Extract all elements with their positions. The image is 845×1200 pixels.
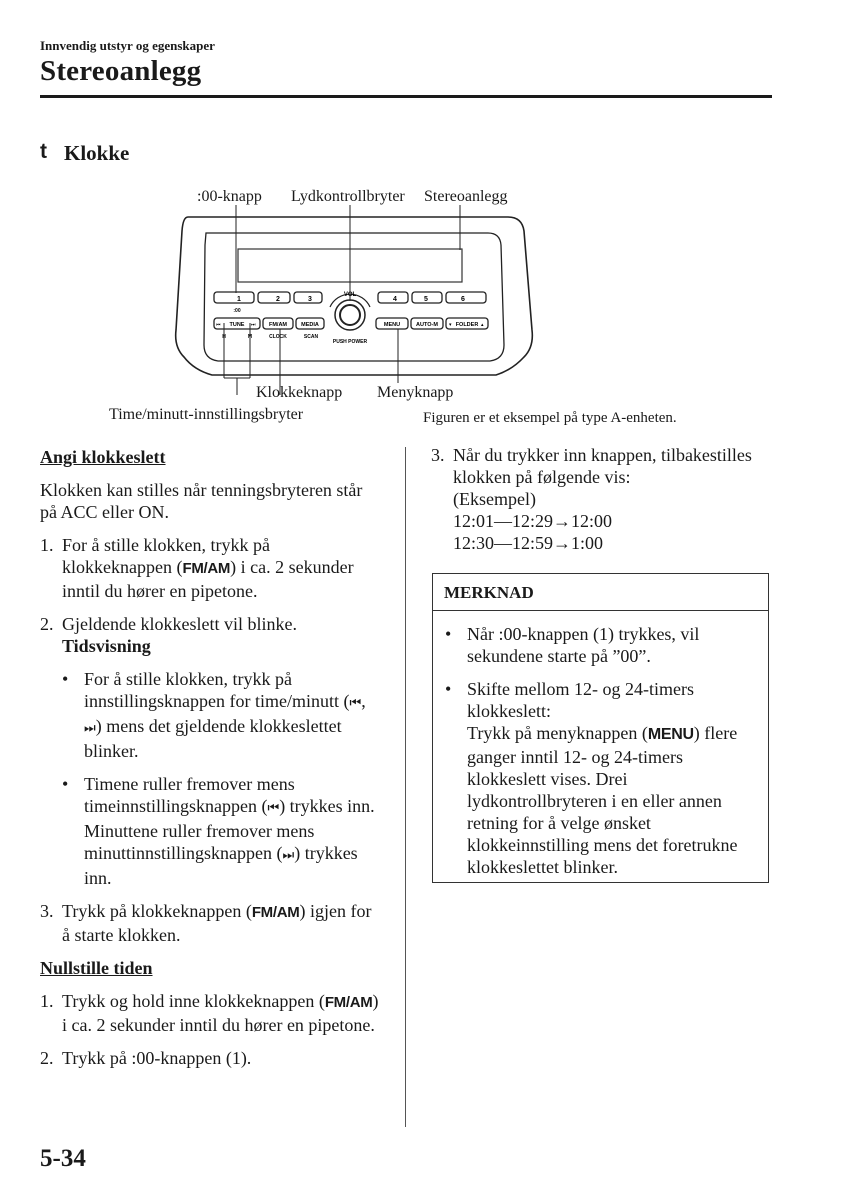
folder-down-icon: ▾ — [449, 322, 452, 328]
preset-button-2[interactable] — [258, 292, 290, 303]
auto-m-label: AUTO-M — [416, 322, 438, 328]
step-text: ) i ca. 2 sekunder inntil du hører en pipetone. — [62, 991, 379, 1035]
sub-h-label: H — [222, 334, 226, 340]
breadcrumb: Innvendig utstyr og egenskaper — [40, 38, 215, 53]
step-number: 1. — [40, 991, 54, 1011]
step-3-continued — [431, 444, 771, 554]
preset-button-6[interactable] — [446, 292, 486, 303]
tune-prev-icon: ⏮ — [216, 322, 221, 328]
folder-label: FOLDER — [455, 322, 479, 328]
bullet-dot: • — [62, 669, 69, 689]
bullet-text: For å stille klokken, trykk på innstillingsknappen for time/minutt ( — [84, 669, 350, 711]
time-display-heading: Tidsvisning — [62, 636, 151, 656]
sub-clock-label: CLOCK — [269, 334, 287, 340]
subheading-reset-time: Nullstille tiden — [40, 958, 153, 978]
step-text: For å stille klokken, trykk på klokkeknappen ( — [62, 535, 270, 577]
next-track-icon: ⏭ — [282, 848, 295, 863]
fm-am-key: FM/AM — [182, 560, 231, 577]
bullet-text: ) mens det gjeldende klokkeslettet blinker. — [84, 716, 342, 761]
figure-note: Figuren er et eksempel på type A-enheten. — [423, 410, 677, 426]
bullet-text: , — [361, 691, 366, 711]
example-line-2: 12:30—12:59→1:00 — [453, 533, 604, 553]
section-title: Klokke — [64, 141, 130, 165]
sub-scan-label: SCAN — [303, 334, 319, 340]
step-number: 2. — [40, 614, 54, 634]
next-track-icon: ⏭ — [84, 721, 96, 736]
bullet-dot: • — [445, 679, 452, 699]
sub-m-label: M — [247, 334, 253, 340]
note-bullet — [443, 678, 758, 878]
note-text: Når :00-knappen (1) trykkes, vil sekundene starte på ”00”. — [467, 624, 700, 666]
example-line-1: 12:01—12:29→12:00 — [453, 511, 613, 531]
menu-label: MENU — [383, 322, 401, 328]
tune-next-icon: ⏭ — [251, 322, 256, 328]
figure-label-00-button: :00-knapp — [197, 188, 262, 205]
step-text: Trykk og hold inne klokkeknappen ( — [62, 991, 325, 1011]
left-column — [40, 446, 380, 1069]
preset-sub-00: :00 — [233, 308, 241, 314]
preset-label-3: 3 — [308, 296, 312, 303]
preset-label-5: 5 — [424, 296, 428, 303]
step-text: Trykk på :00-knappen (1). — [62, 1048, 252, 1068]
bullet-item — [62, 773, 380, 889]
reset-step-1 — [40, 990, 380, 1036]
figure-label-volume-switch: Lydkontrollbryter — [291, 188, 405, 205]
page-title: Stereoanlegg — [40, 55, 202, 87]
step-2 — [40, 613, 380, 889]
preset-label-2: 2 — [276, 296, 280, 303]
folder-up-icon: ▴ — [481, 322, 484, 328]
section-marker: t — [40, 140, 47, 163]
note-title: MERKNAD — [433, 574, 768, 611]
function-buttons-right — [376, 318, 488, 329]
step-3 — [40, 900, 380, 946]
step-text: Trykk på klokkeknappen ( — [62, 901, 252, 921]
figure-label-time-minute-switch: Time/minutt-innstillingsbryter — [109, 406, 304, 423]
step-text: Gjeldende klokkeslett vil blinke. — [62, 614, 297, 634]
prev-track-icon: ⏮ — [349, 696, 362, 711]
header-divider — [40, 95, 772, 98]
preset-label-6: 6 — [461, 296, 465, 303]
step-text: Når du trykker inn knappen, tilbakestilles klokken på følgende vis: — [453, 445, 752, 487]
figure-label-clock-button: Klokkeknapp — [256, 384, 343, 401]
preset-buttons-right — [378, 292, 486, 303]
bullet-text: ) trykkes inn. — [84, 843, 358, 888]
column-divider — [405, 447, 406, 1127]
media-label: MEDIA — [301, 322, 319, 328]
step-text: ) igjen for å starte klokken. — [62, 901, 372, 945]
step-number: 1. — [40, 535, 54, 555]
reset-step-2 — [40, 1047, 380, 1069]
preset-label-1: 1 — [237, 296, 241, 303]
preset-label-4: 4 — [393, 296, 397, 303]
tune-label: TUNE — [229, 322, 245, 328]
bullet-text: ) trykkes inn. Minuttene ruller fremover mens minuttinnstillingsknappen ( — [84, 796, 375, 863]
fm-am-key: FM/AM — [324, 994, 373, 1011]
bullet-dot: • — [445, 624, 452, 644]
fm-am-label: FM/AM — [268, 322, 288, 328]
note-box — [432, 573, 769, 883]
note-text: Trykk på menyknappen ( — [467, 723, 648, 743]
example-label: (Eksempel) — [453, 489, 536, 509]
prev-track-icon: ⏮ — [267, 801, 280, 816]
figure-label-stereo: Stereoanlegg — [424, 188, 508, 205]
bullet-item — [62, 668, 380, 762]
note-text: Skifte mellom 12- og 24-timers klokkeslett: — [467, 679, 694, 721]
menu-key: MENU — [647, 726, 694, 743]
note-body — [433, 611, 768, 878]
step-number: 2. — [40, 1048, 54, 1068]
bullet-dot: • — [62, 774, 69, 794]
figure-label-menu-button: Menyknapp — [377, 384, 454, 401]
step-number: 3. — [40, 901, 54, 921]
page-number: 5-34 — [40, 1145, 86, 1172]
right-column — [431, 444, 771, 554]
bullet-text: Timene ruller fremover mens timeinnstillingsknappen ( — [84, 774, 295, 816]
step-number: 3. — [431, 445, 445, 465]
preset-button-1[interactable] — [214, 292, 254, 303]
step-text: ) i ca. 2 sekunder inntil du hører en pipetone. — [62, 557, 354, 601]
note-bullet — [443, 623, 758, 667]
fm-am-key: FM/AM — [251, 904, 300, 921]
intro-paragraph: Klokken kan stilles når tenningsbryteren står på ACC eller ON. — [40, 480, 363, 522]
push-power-label: PUSH POWER — [332, 339, 368, 345]
note-text: ) flere ganger inntil 12- og 24-timers klokkeslett vises. Drei lydkontrollbryteren i en eller annen retning for å velge ønsket klokkeinnstilling mens det foretrukne klokkeslettet blinker. — [467, 723, 738, 877]
step-1 — [40, 534, 380, 602]
stereo-unit-illustration — [170, 205, 550, 410]
vol-label: VOL — [343, 292, 357, 298]
subheading-set-clock: Angi klokkeslett — [40, 447, 166, 467]
